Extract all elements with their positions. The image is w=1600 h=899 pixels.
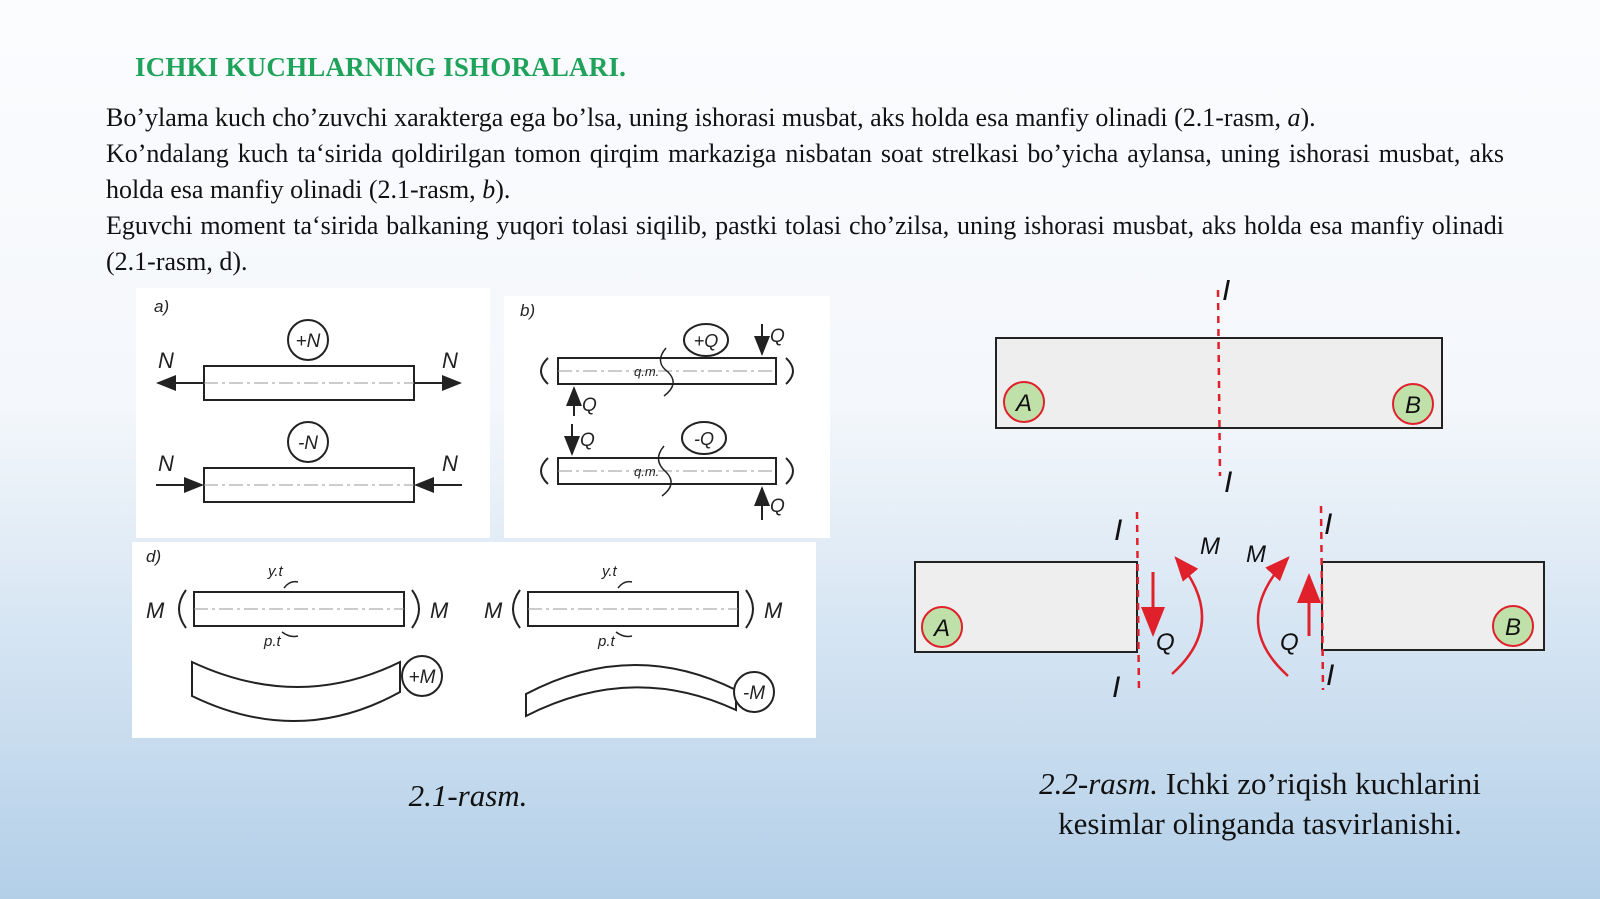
- force-label-n: N: [158, 451, 174, 476]
- section-label-i: I: [1112, 671, 1121, 704]
- section-line-i: [1218, 290, 1220, 476]
- rotation-bracket: [786, 458, 793, 484]
- caption-figure-2-2: 2.2-rasm. Ichki zo’riqish kuchlarini kesimlar olinganda tasvirlanishi.: [1039, 766, 1481, 841]
- body-text: [106, 100, 1504, 280]
- force-label-q: Q: [580, 430, 595, 451]
- paragraph-axial-force: Bo’ylama kuch cho’zuvchi xarakterga ega bo’lsa, uning ishorasi musbat, aks holda esa manfiy olinadi (2.1-rasm, a).: [106, 103, 1316, 132]
- moment-arc: [513, 590, 520, 628]
- moment-label-m: M: [430, 598, 449, 623]
- figure-d-label: d): [146, 547, 162, 566]
- section-label-i-top: I: [1222, 280, 1231, 307]
- fiber-pointer: [284, 582, 298, 588]
- section-label-i: I: [1114, 514, 1123, 547]
- moment-label-m: M: [484, 598, 503, 623]
- support-a-label: A: [933, 615, 951, 642]
- moment-label-m: M: [1200, 533, 1220, 560]
- positive-q-label: +Q: [693, 331, 719, 351]
- positive-n-label: +N: [295, 331, 321, 352]
- section-label-i-bottom: I: [1224, 466, 1233, 499]
- shear-label-q: Q: [1156, 629, 1175, 656]
- force-label-n: N: [442, 348, 458, 373]
- paragraph-shear-force: Ko’ndalang kuch ta‘sirida qoldirilgan tomon qirqim markaziga nisbatan soat strelkasi bo’yicha aylansa, uning ishorasi musbat, aks holda esa manfiy olinadi (2.1-rasm, b).: [106, 139, 1504, 204]
- figure-a-svg: [136, 288, 490, 538]
- moment-arrow-cw: [1172, 558, 1202, 674]
- figure-b-shear-force: [504, 296, 830, 538]
- bottom-fiber-label: p.t: [264, 633, 281, 650]
- moment-label-m: M: [146, 598, 165, 623]
- fiber-pointer: [618, 582, 632, 588]
- support-b-label: B: [1404, 392, 1422, 419]
- force-label-n: N: [442, 451, 458, 476]
- force-label-n: N: [158, 348, 174, 373]
- moment-label-m: M: [764, 598, 783, 623]
- moment-arc: [179, 590, 186, 628]
- rotation-bracket: [541, 458, 548, 484]
- section-label-i: I: [1324, 508, 1333, 541]
- figure-b-svg: [504, 296, 830, 538]
- section-label-i: I: [1326, 659, 1335, 692]
- section-line-i-right: [1321, 506, 1323, 690]
- paragraph-bending-moment: Eguvchi moment ta‘sirida balkaning yuqori tolasi siqilib, pastki tolasi cho’zilsa, uning ishorasi musbat, aks holda esa manfiy olinadi (2.1-rasm, d).: [106, 211, 1504, 276]
- shear-label-q: Q: [1280, 629, 1299, 656]
- support-a-label: A: [1015, 390, 1033, 417]
- negative-n-label: -N: [297, 433, 319, 454]
- negative-m-label: -M: [742, 683, 766, 704]
- bottom-fiber-label: p.t: [598, 633, 615, 650]
- bent-beam-sagging: [192, 662, 400, 721]
- figure-a-axial-force: [136, 288, 490, 538]
- figure-b-label: b): [520, 301, 536, 320]
- center-mark-label: q.m.: [634, 364, 660, 379]
- force-label-q: Q: [770, 326, 785, 347]
- moment-arrow-ccw: [1258, 558, 1288, 676]
- top-fiber-label: y.t: [268, 563, 283, 580]
- force-label-q: Q: [770, 496, 785, 517]
- force-label-q: Q: [582, 395, 597, 416]
- moment-arc: [412, 590, 419, 628]
- fiber-pointer: [616, 632, 632, 637]
- figure-d-bending-moment: [132, 542, 816, 738]
- positive-m-label: +M: [408, 667, 436, 688]
- moment-arc: [746, 590, 753, 628]
- negative-q-label: -Q: [694, 429, 714, 449]
- page-title: ICHKI KUCHLARNING ISHORALARI.: [135, 52, 627, 82]
- figure-d-svg: [132, 542, 816, 738]
- top-fiber-label: y.t: [602, 563, 617, 580]
- moment-label-m: M: [1246, 541, 1266, 568]
- rotation-bracket: [786, 358, 793, 384]
- fiber-pointer: [282, 632, 298, 637]
- caption-figure-2-1: 2.1-rasm.: [408, 778, 528, 813]
- center-mark-label: q.m.: [634, 464, 660, 479]
- bent-beam-hogging: [526, 665, 736, 716]
- figure-a-label: a): [154, 297, 170, 316]
- support-b-label: B: [1504, 614, 1522, 641]
- rotation-bracket: [541, 358, 548, 384]
- figure-2-2-diagram: [900, 280, 1560, 720]
